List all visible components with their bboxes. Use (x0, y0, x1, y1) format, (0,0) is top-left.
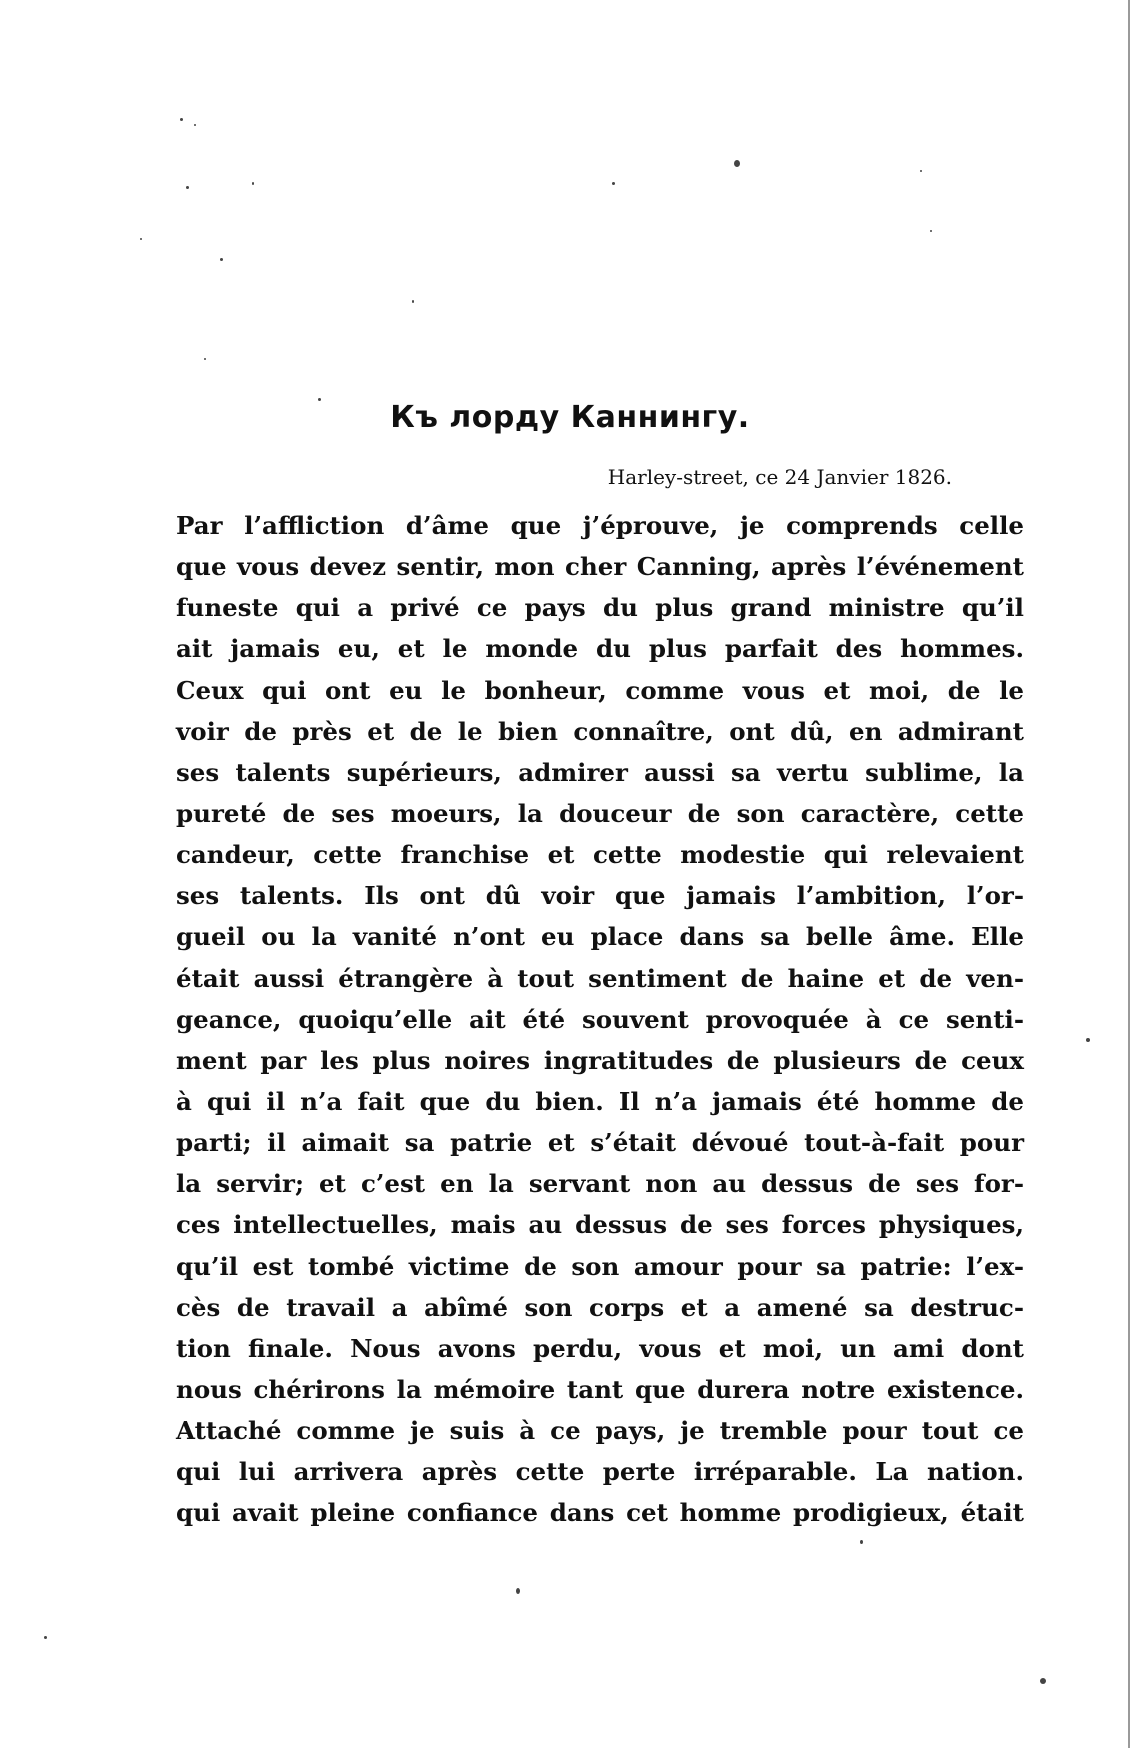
scan-speck (412, 300, 414, 303)
text-line: était aussi étrangère à tout sentiment de haine et de ven- (176, 963, 1024, 993)
text-line: à qui il n’a fait que du bien. Il n’a jamais été homme de (176, 1086, 1024, 1116)
text-line: ces intellectuelles, mais au dessus de ses forces physiques, (176, 1210, 1024, 1240)
text-line: qui avait pleine confiance dans cet homme prodigieux, était (176, 1498, 1024, 1528)
scan-speck (920, 170, 922, 172)
scan-speck (1086, 1038, 1090, 1042)
text-line: parti; il aimait sa patrie et s’était dévoué tout-à-fait pour (176, 1128, 1024, 1158)
letter-dateline: Harley-street, ce 24 Janvier 1826. (607, 465, 952, 489)
text-line: ait jamais eu, et le monde du plus parfait des hommes. (176, 634, 1024, 664)
scan-speck (180, 118, 183, 121)
text-line: ses talents. Ils ont dû voir que jamais l’ambition, l’or- (176, 881, 1024, 911)
scan-speck (140, 238, 142, 240)
text-line: pureté de ses moeurs, la douceur de son caractère, cette (176, 798, 1024, 828)
scan-speck (1040, 1678, 1046, 1684)
text-line: la servir; et c’est en la servant non au dessus de ses for- (176, 1169, 1024, 1199)
scan-speck (734, 160, 740, 167)
text-line: tion finale. Nous avons perdu, vous et moi, un ami dont (176, 1333, 1024, 1363)
text-line: gueil ou la vanité n’ont eu place dans sa belle âme. Elle (176, 922, 1024, 952)
text-line: Ceux qui ont eu le bonheur, comme vous et moi, de le (176, 675, 1024, 705)
scan-speck (252, 182, 254, 185)
text-line: funeste qui a privé ce pays du plus grand ministre qu’il (176, 593, 1024, 623)
text-line: voir de près et de le bien connaître, ont dû, en admirant (176, 716, 1024, 746)
scan-speck (860, 1540, 863, 1544)
scan-speck (194, 124, 196, 126)
scan-speck (186, 186, 189, 189)
scan-speck (930, 230, 932, 232)
text-line: candeur, cette franchise et cette modestie qui relevaient (176, 840, 1024, 870)
letter-body (176, 505, 1024, 1534)
scan-speck (516, 1588, 520, 1594)
text-line: qui lui arrivera après cette perte irréparable. La nation. (176, 1457, 1024, 1487)
page-edge-rule (1128, 0, 1130, 1748)
text-line: Attaché comme je suis à ce pays, je tremble pour tout ce (176, 1416, 1024, 1446)
text-line: cès de travail a abîmé son corps et a amené sa destruc- (176, 1292, 1024, 1322)
text-line: geance, quoiqu’elle ait été souvent provoquée à ce senti- (176, 1004, 1024, 1034)
scan-speck (204, 358, 206, 360)
scan-speck (612, 182, 615, 185)
letter-heading: Къ лорду Каннингу. (390, 400, 750, 435)
text-line: ment par les plus noires ingratitudes de plusieurs de ceux (176, 1045, 1024, 1075)
text-line: qu’il est tombé victime de son amour pour sa patrie: l’ex- (176, 1251, 1024, 1281)
scan-speck (220, 258, 223, 261)
text-line: Par l’affliction d’âme que j’éprouve, je comprends celle (176, 511, 1024, 540)
text-line: ses talents supérieurs, admirer aussi sa vertu sublime, la (176, 757, 1024, 787)
text-line: nous chérirons la mémoire tant que durera notre existence. (176, 1374, 1024, 1404)
text-line: que vous devez sentir, mon cher Canning, après l’événement (176, 552, 1024, 582)
scan-speck (44, 1636, 47, 1639)
